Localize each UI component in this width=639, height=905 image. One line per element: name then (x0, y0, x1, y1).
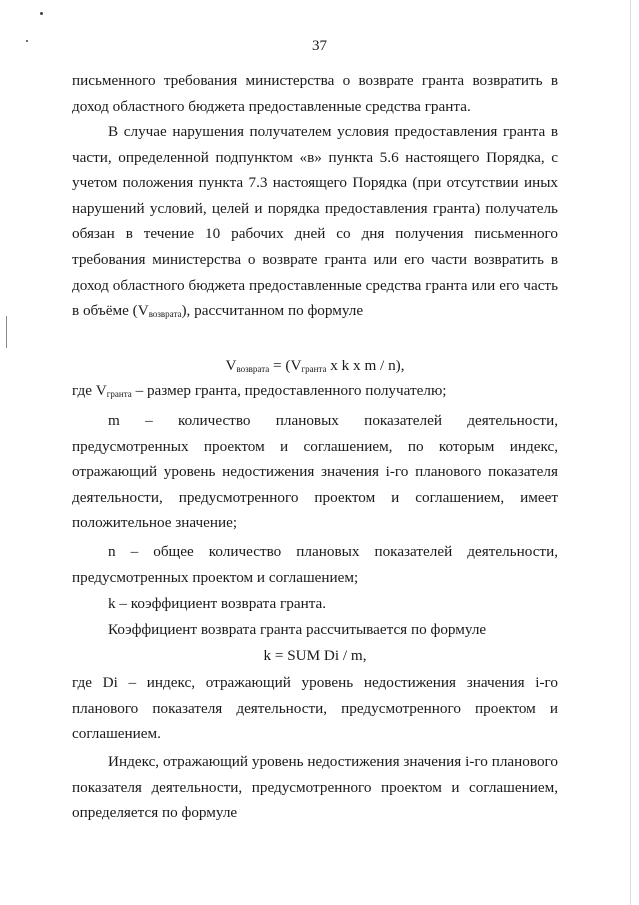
formula-v: V (225, 357, 237, 374)
paragraph-grant-return-text: В случае нарушения получателем условия предоставления гранта в части, определенной подпунктом «в» пункта 5.6 настоящего Порядка, с учетом положения пункта 7.3 настоящего Порядка (при отсутствии иных нарушений условий, целей и порядка предоставления гранта) получатель обязан в течение 10 рабочих дней со дня получения письменного требования министерства о возврате гранта или его части возвратить в доход областного бюджета предоставленные средства гранта или его часть в объёме (V (72, 123, 558, 320)
body-text-n (72, 539, 558, 590)
body-text-index (72, 749, 558, 826)
paragraph-grant-return (72, 119, 558, 324)
body-text-top (72, 68, 558, 119)
paragraph-continuation: письменного требования министерства о возврате гранта возвратить в доход областного бюджета предоставленные средства гранта. (72, 72, 558, 115)
paragraph-index: Индекс, отражающий уровень недостижения значения i-го планового показателя деятельности, предусмотренного проектом и соглашением, определяется по формуле (72, 753, 558, 822)
definition-k: k – коэффициент возврата гранта. (108, 595, 327, 612)
body-text-k (72, 591, 558, 617)
definition-v-grant-tail: – размер гранта, предоставленного получателю; (131, 382, 447, 399)
definition-n: n – общее количество плановых показателей деятельности, предусмотренных проектом и соглашением; (72, 543, 558, 586)
formula-tail: x k x m / n), (326, 357, 405, 374)
body-text-coefficient (72, 617, 558, 643)
formula-grant-subscript: гранта (301, 364, 327, 374)
v-return-subscript: возврата (148, 309, 182, 320)
formula-return-amount (72, 353, 558, 379)
scan-artifact-mark (630, 0, 631, 905)
formula-return-block (72, 353, 558, 379)
formula-coefficient-block (72, 643, 558, 669)
body-text-definitions (72, 378, 558, 404)
formula-eq: = (V (269, 357, 302, 374)
definition-v-grant-subscript: гранта (106, 389, 132, 399)
formula-coefficient: k = SUM Di / m, (263, 647, 367, 664)
definition-m: m – количество плановых показателей деятельности, предусмотренных проектом и соглашением, по которым индекс, отражающий уровень недостижения значения i-го планового показателя деятельности, предусмотренного проектом и соглашением, имеет положительное значение; (72, 412, 558, 532)
definition-v-grant (72, 378, 558, 404)
definition-v-grant-text: где V (72, 382, 107, 399)
body-text-di (72, 670, 558, 747)
body-text-m (72, 408, 558, 536)
formula-v-subscript: возврата (236, 364, 270, 374)
definition-di: где Di – индекс, отражающий уровень недостижения значения i-го планового показателя деятельности, предусмотренного проектом и соглашением. (72, 674, 558, 743)
body-text-grant-return (72, 119, 558, 324)
coefficient-intro: Коэффициент возврата гранта рассчитывается по формуле (108, 621, 487, 638)
paragraph-grant-return-tail: ), рассчитанном по формуле (181, 302, 364, 320)
page-number: 37 (312, 38, 327, 54)
scan-artifact-mark (6, 316, 7, 348)
scan-artifact-mark (40, 12, 43, 15)
